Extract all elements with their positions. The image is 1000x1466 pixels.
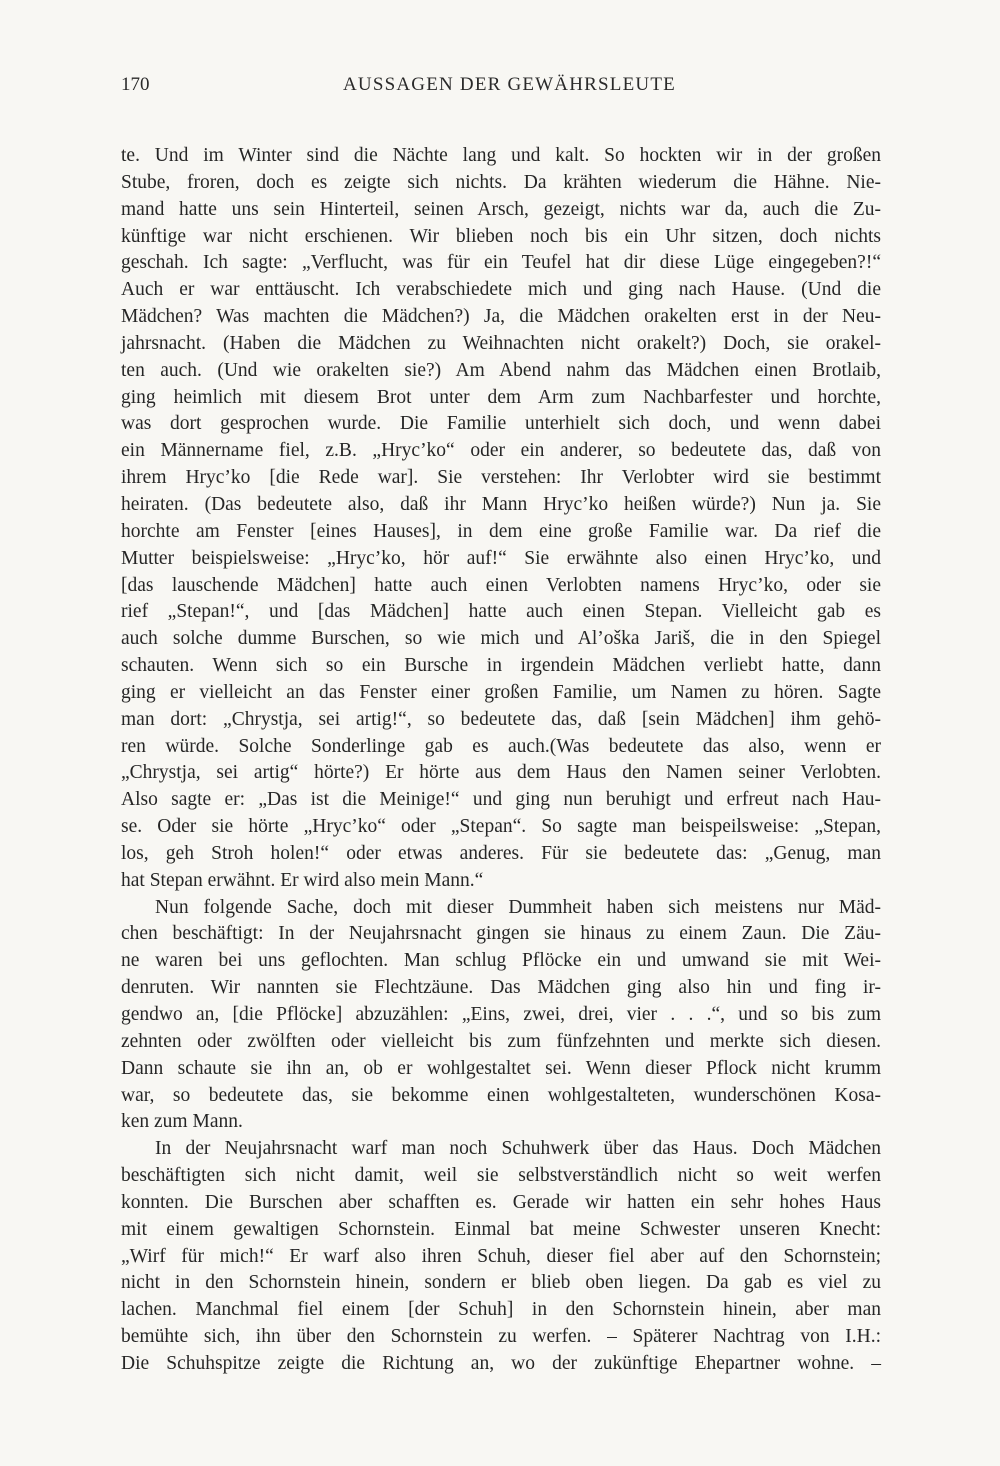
text-line: ren würde. Solche Sonderlinge gab es auch.(Was bedeutete das also, wenn er [121,735,881,757]
text-line: Also sagte er: „Das ist die Meinige!“ und ging nun beruhigt und erfreut nach Hau- [121,789,881,811]
text-line: los, geh Stroh holen!“ oder etwas anderes. Für sie bedeutete das: „Genug, man [121,842,881,864]
text-line: chen beschäftigt: In der Neujahrsnacht gingen sie hinaus zu einem Zaun. Die Zäu- [121,923,881,945]
text-line: ging er vielleicht an das Fenster einer großen Familie, um Namen zu hören. Sagte [121,681,881,703]
text-line: nicht in den Schornstein hinein, sondern er blieb oben liegen. Da gab es viel zu [121,1272,881,1294]
text-line: Auch er war enttäuscht. Ich verabschiedete mich und ging nach Hause. (Und die [121,279,881,301]
text-line: war, so bedeutete das, sie bekomme einen wohlgestalteten, wunderschönen Kosa- [121,1084,881,1106]
text-line: man dort: „Chrystja, sei artig!“, so bedeutete das, daß [sein Mädchen] ihm gehö- [121,708,881,730]
text-line: künftige war nicht erschienen. Wir blieben noch bis ein Uhr sitzen, doch nichts [121,225,881,247]
text-line: zehnten oder zwölften oder vielleicht bis zum fünfzehnten und merkte sich diesen. [121,1030,881,1052]
text-line: auch solche dumme Burschen, so wie mich und Al’oška Jariš, die in den Spiegel [121,628,881,650]
text-line: ihrem Hryc’ko [die Rede war]. Sie verstehen: Ihr Verlobter wird sie bestimmt [121,467,881,489]
text-line: ne waren bei uns geflochten. Man schlug Pflöcke ein und umwand sie mit Wei- [121,950,881,972]
text-line: [das lauschende Mädchen] hatte auch einen Verlobten namens Hryc’ko, oder sie [121,574,881,596]
text-line: Mutter beispielsweise: „Hryc’ko, hör auf!“ Sie erwähnte also einen Hryc’ko, und [121,547,881,569]
text-line: Dann schaute sie ihn an, ob er wohlgestaltet sei. Wenn dieser Pflock nicht krumm [121,1057,881,1079]
page-number: 170 [121,74,150,95]
paragraph-end-line: hat Stepan erwähnt. Er wird also mein Mann.“ [121,869,484,891]
paragraph-first-line: In der Neujahrsnacht warf man noch Schuhwerk über das Haus. Doch Mädchen [155,1138,881,1160]
text-line: „Chrystja, sei artig“ hörte?) Er hörte aus dem Haus den Namen seiner Verlobten. [121,762,881,784]
text-line: rief „Stepan!“, und [das Mädchen] hatte auch einen Stepan. Vielleicht gab es [121,601,881,623]
text-line: denruten. Wir nannten sie Flechtzäune. Das Mädchen ging also hin und fing ir- [121,977,881,999]
text-line: Mädchen? Was machten die Mädchen?) Ja, die Mädchen orakelten erst in der Neu- [121,306,881,328]
text-line: konnten. Die Burschen aber schafften es. Gerade wir hatten ein sehr hohes Haus [121,1191,881,1213]
text-line: bemühte sich, ihn über den Schornstein zu werfen. – Späterer Nachtrag von I.H.: [121,1326,881,1348]
text-line: „Wirf für mich!“ Er warf also ihren Schuh, dieser fiel aber auf den Schornstein; [121,1245,881,1267]
text-line: ging heimlich mit diesem Brot unter dem Arm zum Nachbarfester und horchte, [121,386,881,408]
running-head [121,74,881,104]
text-line: lachen. Manchmal fiel einem [der Schuh] in den Schornstein hinein, aber man [121,1299,881,1321]
text-line: Stube, froren, doch es zeigte sich nichts. Da krähten wiederum die Hähne. Nie- [121,171,881,193]
text-line: Die Schuhspitze zeigte die Richtung an, wo der zukünftige Ehepartner wohne. – [121,1352,881,1374]
text-line: schauten. Wenn sich so ein Bursche in irgendein Mädchen verliebt hatte, dann [121,655,881,677]
paragraph-end-line: ken zum Mann. [121,1111,243,1133]
text-line: horchte am Fenster [eines Hauses], in dem eine große Familie war. Da rief die [121,520,881,542]
text-line: geschah. Ich sagte: „Verflucht, was für ein Teufel hat dir diese Lüge eingegeben?!“ [121,252,881,274]
text-line: ten auch. (Und wie orakelten sie?) Am Abend nahm das Mädchen einen Brotlaib, [121,359,881,381]
text-line: was dort gesprochen wurde. Die Familie unterhielt sich doch, und wenn dabei [121,413,881,435]
text-line: mit einem gewaltigen Schornstein. Einmal bat meine Schwester unseren Knecht: [121,1218,881,1240]
text-line: se. Oder sie hörte „Hryc’ko“ oder „Stepan“. So sagte man beispeilsweise: „Stepan, [121,816,881,838]
text-line: mand hatte uns sein Hinterteil, seinen Arsch, gezeigt, nichts war da, auch die Zu- [121,198,881,220]
paragraph-first-line: Nun folgende Sache, doch mit dieser Dummheit haben sich meistens nur Mäd- [155,896,881,918]
text-line: gendwo an, [die Pflöcke] abzuzählen: „Eins, zwei, drei, vier . . .“, und so bis zum [121,1004,881,1025]
text-line: ein Männername fiel, z.B. „Hryc’ko“ oder ein anderer, so bedeutete das, daß von [121,440,881,462]
body-text [121,143,881,1378]
text-line: heiraten. (Das bedeutete also, daß ihr Mann Hryc’ko heißen würde?) Nun ja. Sie [121,493,881,515]
text-line: te. Und im Winter sind die Nächte lang und kalt. So hockten wir in der großen [121,145,881,166]
running-title: AUSSAGEN DER GEWÄHRSLEUTE [343,74,676,95]
text-line: jahrsnacht. (Haben die Mädchen zu Weihnachten nicht orakelt?) Doch, sie orakel- [121,332,881,354]
text-line: beschäftigten sich nicht damit, weil sie selbstverständlich nicht so weit werfen [121,1165,881,1187]
